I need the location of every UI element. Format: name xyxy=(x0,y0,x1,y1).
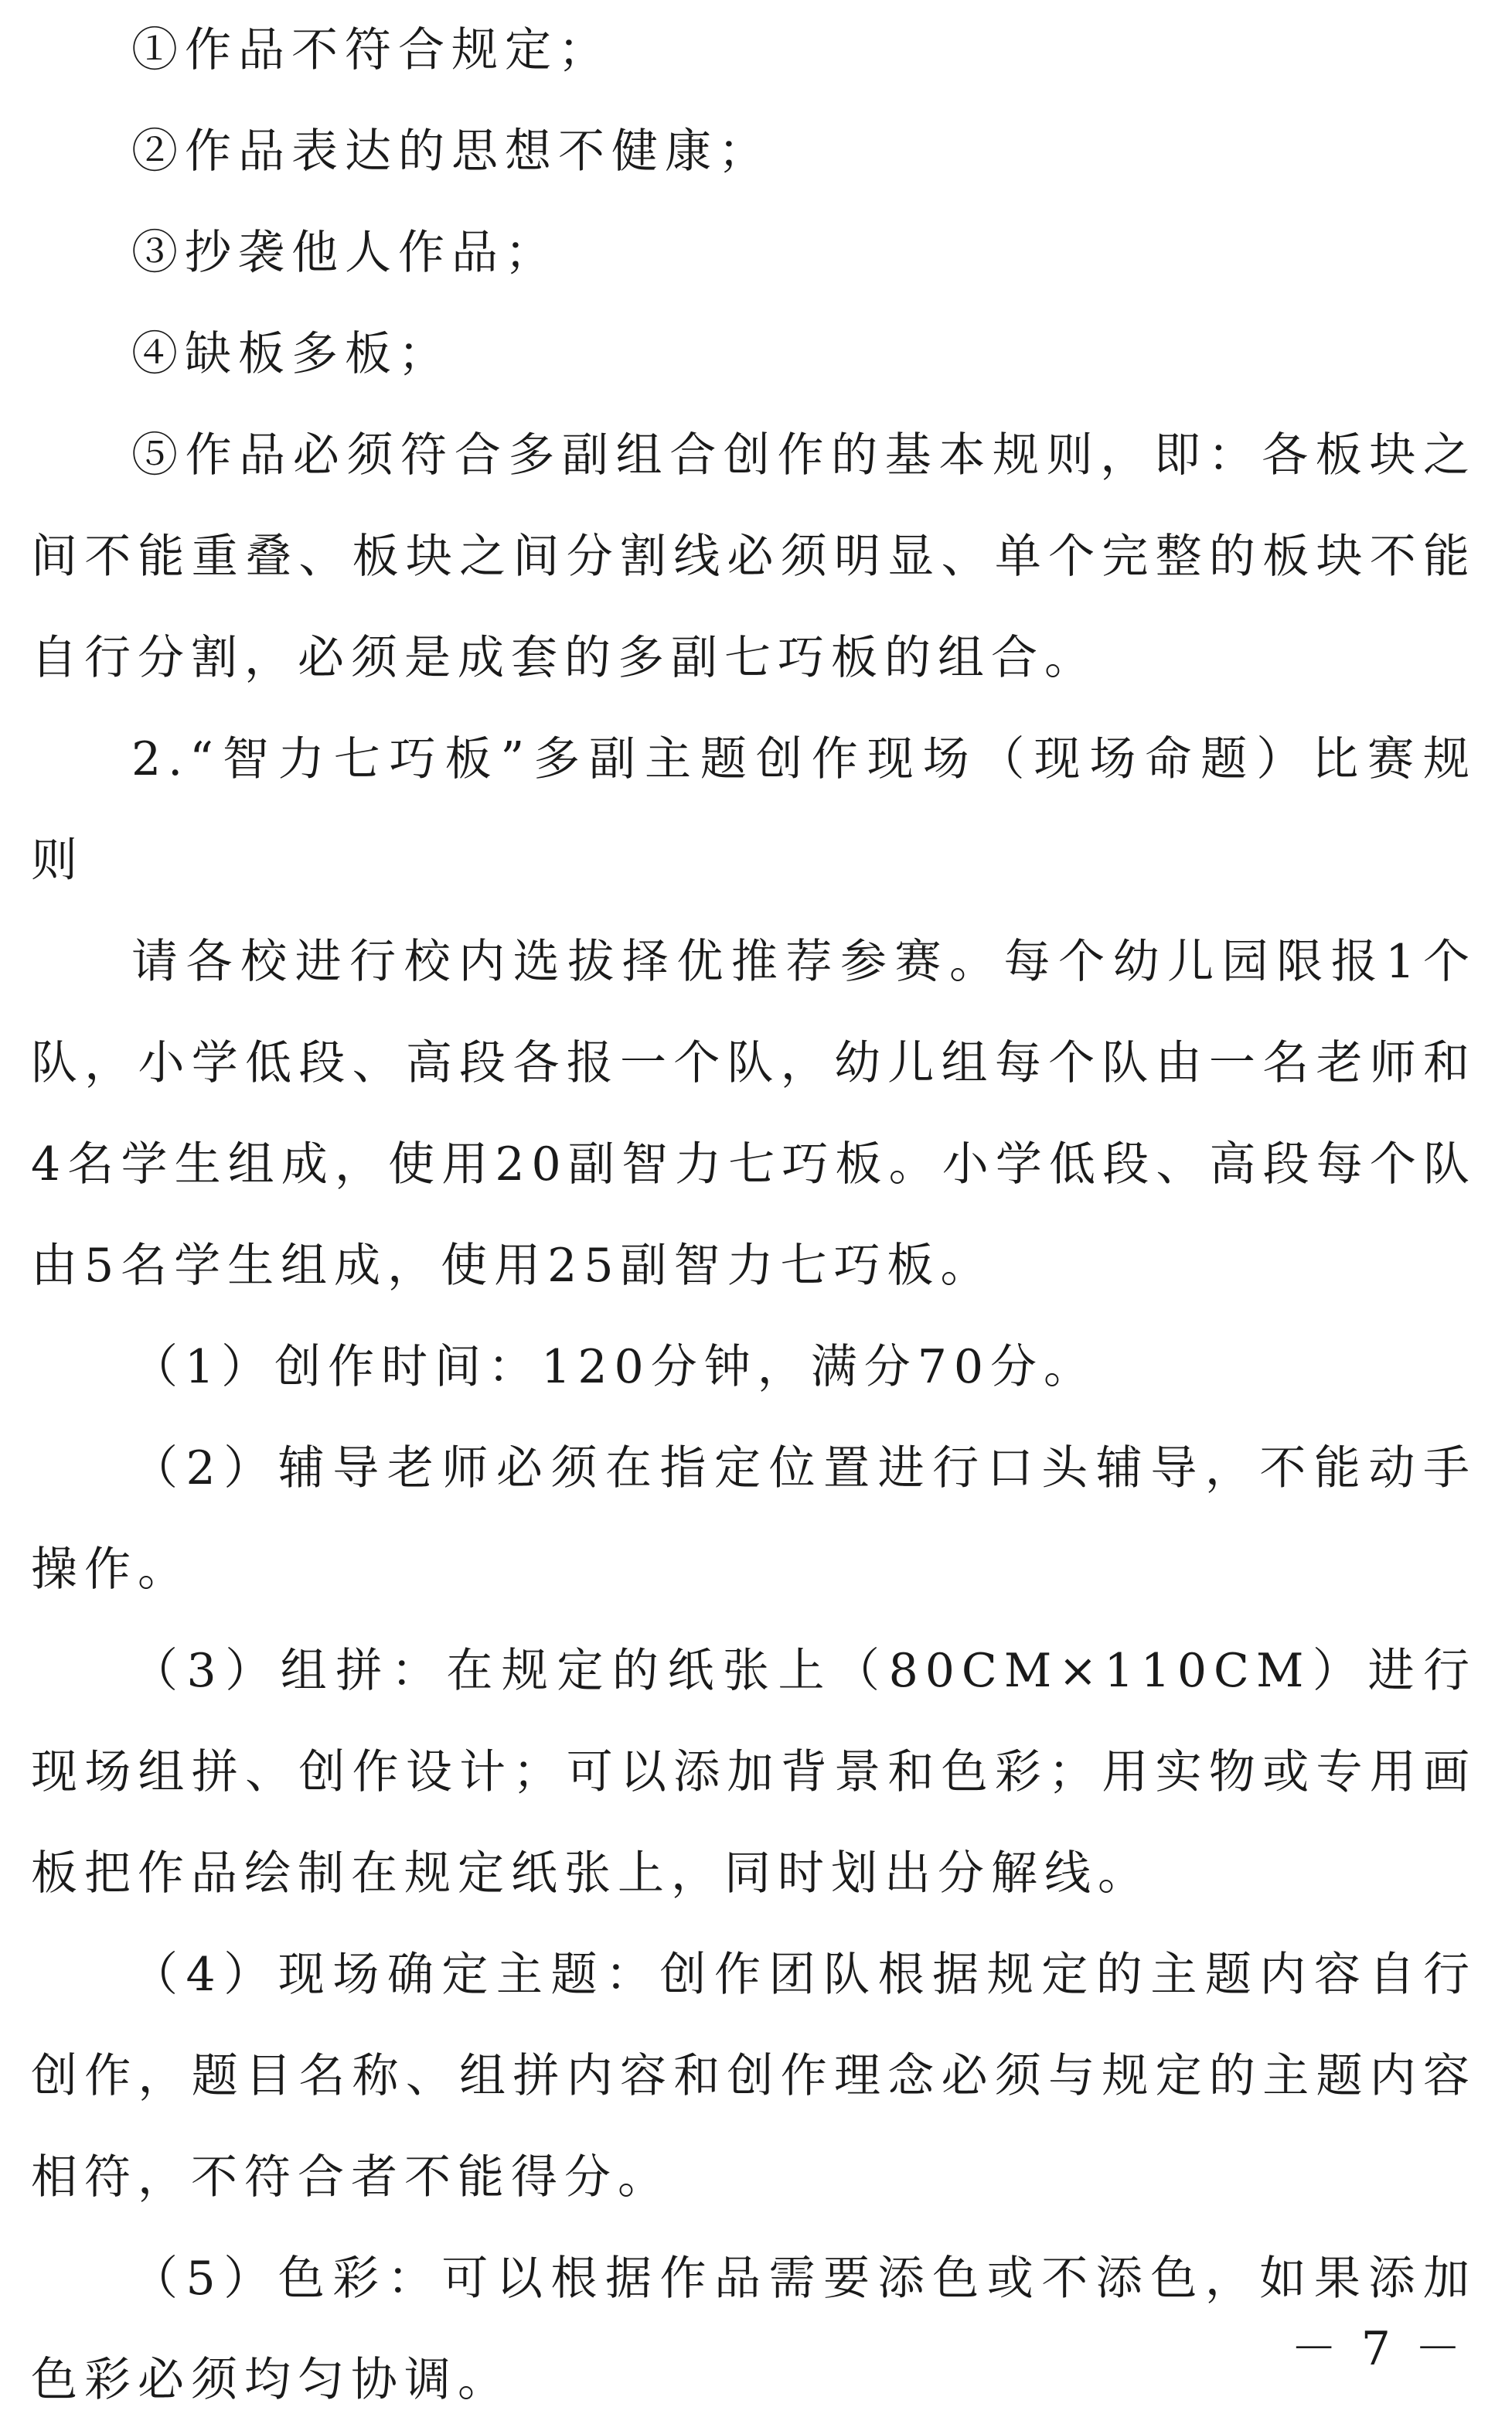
paragraph-registration: 请各校进行校内选拔择优推荐参赛。每个幼儿园限报1个队，小学低段、高段各报一个队，幼儿组每个队由一名老师和4名学生组成，使用20副智力七巧板。小学低段、高段每个队由5名学生组成，使用25副智力七巧板。 xyxy=(31,935,1476,1293)
paragraph-theme: （4）现场确定主题：创作团队根据规定的主题内容自行创作，题目名称、组拼内容和创作理念必须与规定的主题内容相符，不符合者不能得分。 xyxy=(31,1948,1476,2204)
page-number: － 7 － xyxy=(1290,2322,1466,2376)
paragraph-time: （1）创作时间：120分钟，满分70分。 xyxy=(131,1340,1098,1394)
section-heading: 2.“智力七巧板”多副主题创作现场（现场命题）比赛规则 xyxy=(31,732,1476,888)
rule-item-5: ⑤作品必须符合多副组合创作的基本规则，即：各板块之间不能重叠、板块之间分割线必须明显、单个完整的板块不能自行分割，必须是成套的多副七巧板的组合。 xyxy=(31,428,1476,685)
paragraph-coaching: （2）辅导老师必须在指定位置进行口头辅导，不能动手操作。 xyxy=(31,1441,1476,1597)
rule-item-3: ③抄袭他人作品； xyxy=(131,226,558,280)
rule-item-4: ④缺板多板； xyxy=(131,327,451,381)
document-body xyxy=(31,0,1476,2431)
paragraph-assembly: （3）组拼：在规定的纸张上（80CM×110CM）进行现场组拼、创作设计；可以添加背景和色彩；用实物或专用画板把作品绘制在规定纸张上，同时划出分解线。 xyxy=(31,1644,1476,1901)
rule-item-1: ①作品不符合规定； xyxy=(131,23,611,77)
paragraph-color: （5）色彩：可以根据作品需要添色或不添色，如果添加色彩必须均匀协调。 xyxy=(31,2252,1476,2407)
rule-item-2: ②作品表达的思想不健康； xyxy=(131,124,771,179)
